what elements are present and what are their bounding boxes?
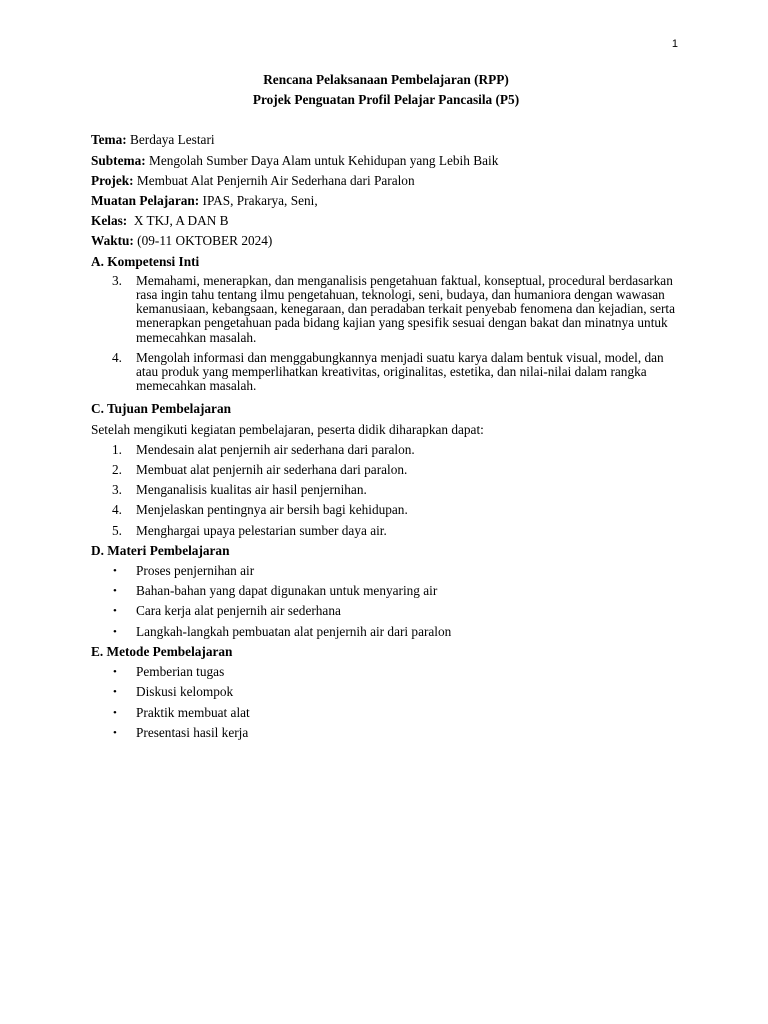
bullet-icon: •	[113, 726, 117, 739]
list-number: 1.	[112, 441, 122, 457]
meta-value: (09-11 OKTOBER 2024)	[133, 233, 273, 249]
list-item	[91, 500, 681, 520]
list-item	[91, 274, 681, 345]
list-item	[91, 601, 681, 621]
list-item-text: Menghargai upaya pelestarian sumber daya air.	[136, 522, 387, 538]
list-item-text: Menganalisis kualitas air hasil penjernihan.	[136, 482, 367, 498]
list-item	[91, 561, 681, 581]
list-number: 4.	[112, 349, 122, 365]
list-item	[91, 480, 681, 500]
meta-label: Kelas:	[91, 213, 128, 229]
list-item-text: Bahan-bahan yang dapat digunakan untuk menyaring air	[136, 583, 438, 599]
materi-pembelajaran-list	[91, 561, 681, 642]
meta-value: Berdaya Lestari	[126, 132, 215, 148]
list-number: 5.	[112, 522, 122, 538]
list-item	[91, 351, 681, 394]
list-item	[91, 581, 681, 601]
meta-value: Membuat Alat Penjernih Air Sederhana dari Paralon	[133, 172, 415, 188]
bullet-icon: •	[113, 565, 117, 578]
meta-projek	[91, 171, 681, 191]
bullet-icon: •	[113, 585, 117, 598]
bullet-icon: •	[113, 625, 117, 638]
list-number: 4.	[112, 502, 122, 518]
list-item-text: Mengolah informasi dan menggabungkannya menjadi suatu karya dalam bentuk visual, model, dan atau produk yang memperlihatkan kreativitas, originalitas, estetika, dan nilai-nilai dalam rangka memecahkan masalah.	[136, 349, 664, 394]
meta-muatan-pelajaran	[91, 191, 681, 211]
list-item-text: Proses penjernihan air	[136, 563, 255, 579]
meta-label: Tema:	[91, 132, 127, 148]
list-item	[91, 662, 681, 682]
page-number: 1	[671, 38, 678, 50]
list-item-text: Diskusi kelompok	[136, 684, 234, 700]
list-item-text: Praktik membuat alat	[136, 704, 250, 720]
meta-kelas	[91, 211, 681, 231]
list-item-text: Pemberian tugas	[136, 664, 225, 680]
list-item-text: Menjelaskan pentingnya air bersih bagi kehidupan.	[136, 502, 408, 518]
section-d-heading: D. Materi Pembelajaran	[91, 542, 230, 558]
section-e-heading: E. Metode Pembelajaran	[91, 643, 233, 659]
meta-value: Mengolah Sumber Daya Alam untuk Kehidupan yang Lebih Baik	[145, 152, 499, 168]
list-item	[91, 622, 681, 642]
list-item	[91, 521, 681, 541]
section-c-heading: C. Tujuan Pembelajaran	[91, 401, 232, 417]
kompetensi-inti-list	[91, 274, 681, 394]
list-item-text: Mendesain alat penjernih air sederhana dari paralon.	[136, 441, 415, 457]
list-item-text: Memahami, menerapkan, dan menganalisis pengetahuan faktual, konseptual, procedural berdasarkan rasa ingin tahu tentang ilmu pengetahuan, teknologi, seni, budaya, dan humaniora dengan wawasan kemanusiaan, kebangsaan, kenegaraan, dan peradaban terkait penyebab fenomena dan kejadian, serta menerapkan pengetahuan pada bidang kajian yang spesifik sesuai dengan bakat dan minatnya untuk memecahkan masalah.	[136, 272, 676, 345]
list-item	[91, 460, 681, 480]
bullet-icon: •	[113, 706, 117, 719]
section-c-intro: Setelah mengikuti kegiatan pembelajaran, peserta didik diharapkan dapat:	[91, 421, 484, 437]
meta-label: Waktu:	[91, 233, 134, 249]
meta-tema	[91, 130, 681, 150]
meta-subtema	[91, 151, 681, 171]
list-item-text: Langkah-langkah pembuatan alat penjernih air dari paralon	[136, 623, 452, 639]
list-item-text: Membuat alat penjernih air sederhana dari paralon.	[136, 462, 408, 478]
meta-label: Projek:	[91, 172, 134, 188]
meta-value: X TKJ, A DAN B	[127, 213, 229, 229]
list-number: 2.	[112, 462, 122, 478]
spacer	[91, 110, 681, 130]
document-body	[91, 70, 681, 743]
meta-label: Subtema:	[91, 152, 146, 168]
document-title: Rencana Pelaksanaan Pembelajaran (RPP)	[263, 72, 509, 87]
bullet-icon: •	[113, 605, 117, 618]
list-item	[91, 682, 681, 702]
meta-waktu	[91, 231, 681, 251]
list-item-text: Cara kerja alat penjernih air sederhana	[136, 603, 341, 619]
section-a-heading: A. Kompetensi Inti	[91, 253, 200, 269]
bullet-icon: •	[113, 686, 117, 699]
document-subtitle: Projek Penguatan Profil Pelajar Pancasila (P5)	[252, 92, 520, 108]
list-item	[91, 723, 681, 743]
list-number: 3.	[112, 482, 122, 498]
meta-value: IPAS, Prakarya, Seni,	[199, 193, 318, 209]
list-number: 3.	[112, 272, 122, 288]
tujuan-pembelajaran-list	[91, 440, 681, 541]
meta-label: Muatan Pelajaran:	[91, 193, 200, 209]
bullet-icon: •	[113, 666, 117, 679]
list-item-text: Presentasi hasil kerja	[136, 724, 249, 740]
list-item	[91, 703, 681, 723]
list-item	[91, 440, 681, 460]
metode-pembelajaran-list	[91, 662, 681, 743]
